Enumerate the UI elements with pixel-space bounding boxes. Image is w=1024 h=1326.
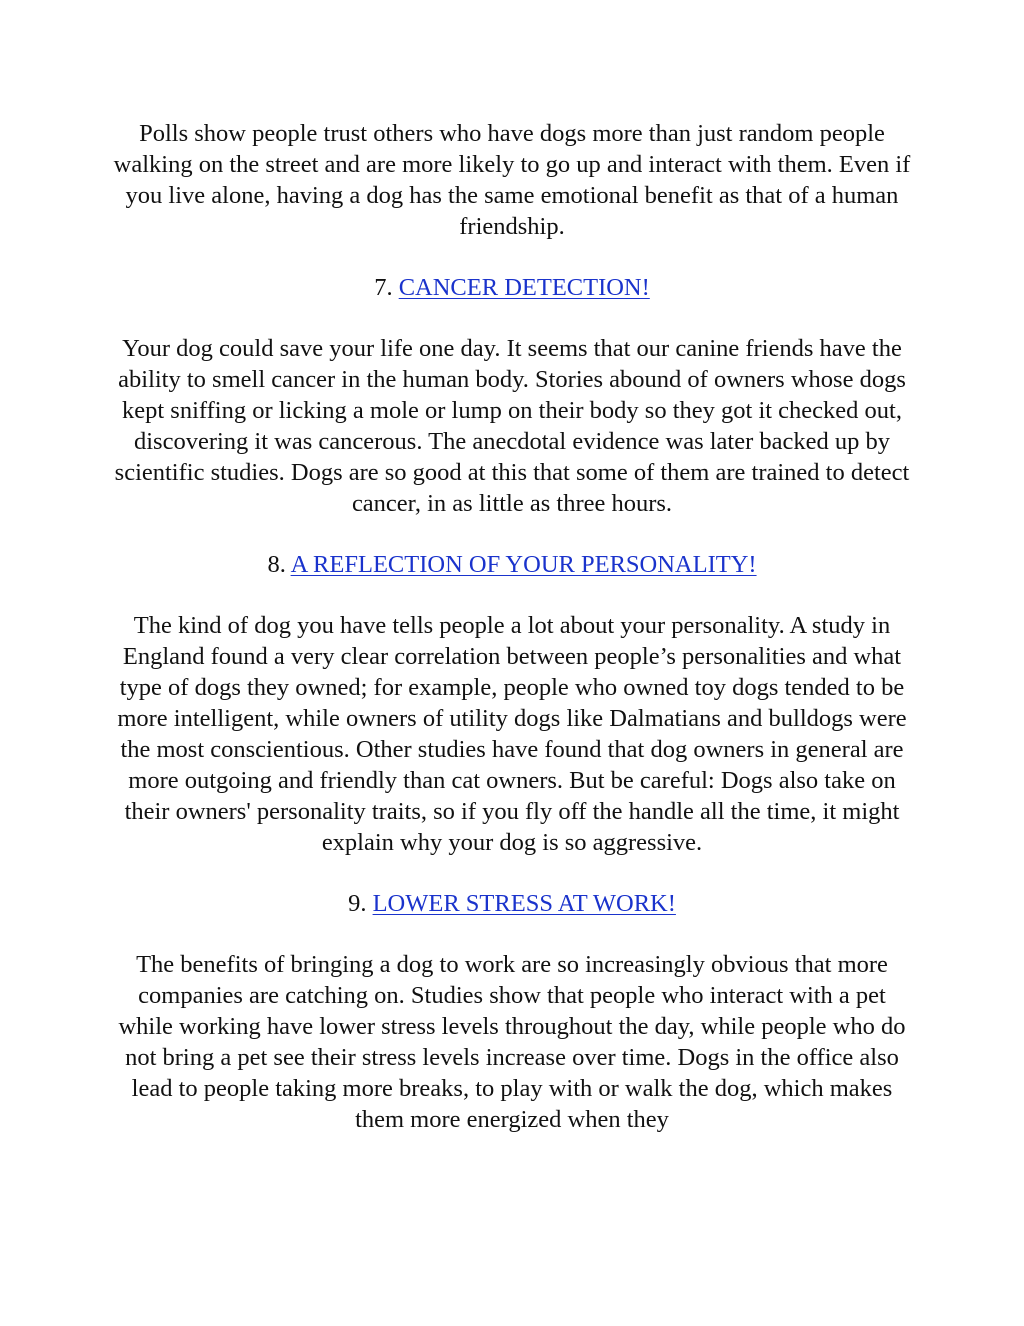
paragraph-cancer: Your dog could save your life one day. It seems that our canine friends have the ability to smell cancer in the human body. Stories abound of owners whose dogs kept sniffing or licking a mole or lump on their body so they got it checked out, discovering it was cancerous. The anecdotal evidence was later backed up by scientific studies. Dogs are so good at this that some of them are trained to detect cancer, in as little as three hours. [114, 335, 910, 517]
spacer [110, 303, 914, 333]
spacer [110, 242, 914, 272]
heading-cancer-detection [110, 272, 914, 303]
heading-personality [110, 549, 914, 580]
spacer [110, 919, 914, 949]
link-lower-stress[interactable]: LOWER STRESS AT WORK! [372, 890, 676, 917]
link-cancer-detection[interactable]: CANCER DETECTION! [398, 274, 650, 301]
heading-number: 9. [348, 890, 367, 917]
heading-lower-stress [110, 888, 914, 919]
spacer [110, 858, 914, 888]
spacer [110, 519, 914, 549]
spacer [110, 580, 914, 610]
paragraph-work: The benefits of bringing a dog to work are so increasingly obvious that more companies are catching on. Studies show that people who interact with a pet while working have lower stress levels throughout the day, while people who do not bring a pet see their stress levels increase over time. Dogs in the office also lead to people taking more breaks, to play with or walk the dog, which makes them more energized when they [118, 951, 906, 1133]
paragraph-intro: Polls show people trust others who have dogs more than just random people walking on the street and are more likely to go up and interact with them. Even if you live alone, having a dog has the same emotional benefit as that of a human friendship. [113, 120, 911, 240]
heading-number: 7. [374, 274, 393, 301]
document-page [110, 118, 914, 1135]
paragraph-personality: The kind of dog you have tells people a lot about your personality. A study in England found a very clear correlation between people’s personalities and what type of dogs they owned; for example, people who owned toy dogs tended to be more intelligent, while owners of utility dogs like Dalmatians and bulldogs were the most conscientious. Other studies have found that dog owners in general are more outgoing and friendly than cat owners. But be careful: Dogs also take on their owners' personality traits, so if you fly off the handle all the time, it might explain why your dog is so aggressive. [117, 612, 907, 856]
heading-number: 8. [267, 551, 286, 578]
link-personality[interactable]: A REFLECTION OF YOUR PERSONALITY! [290, 551, 757, 578]
